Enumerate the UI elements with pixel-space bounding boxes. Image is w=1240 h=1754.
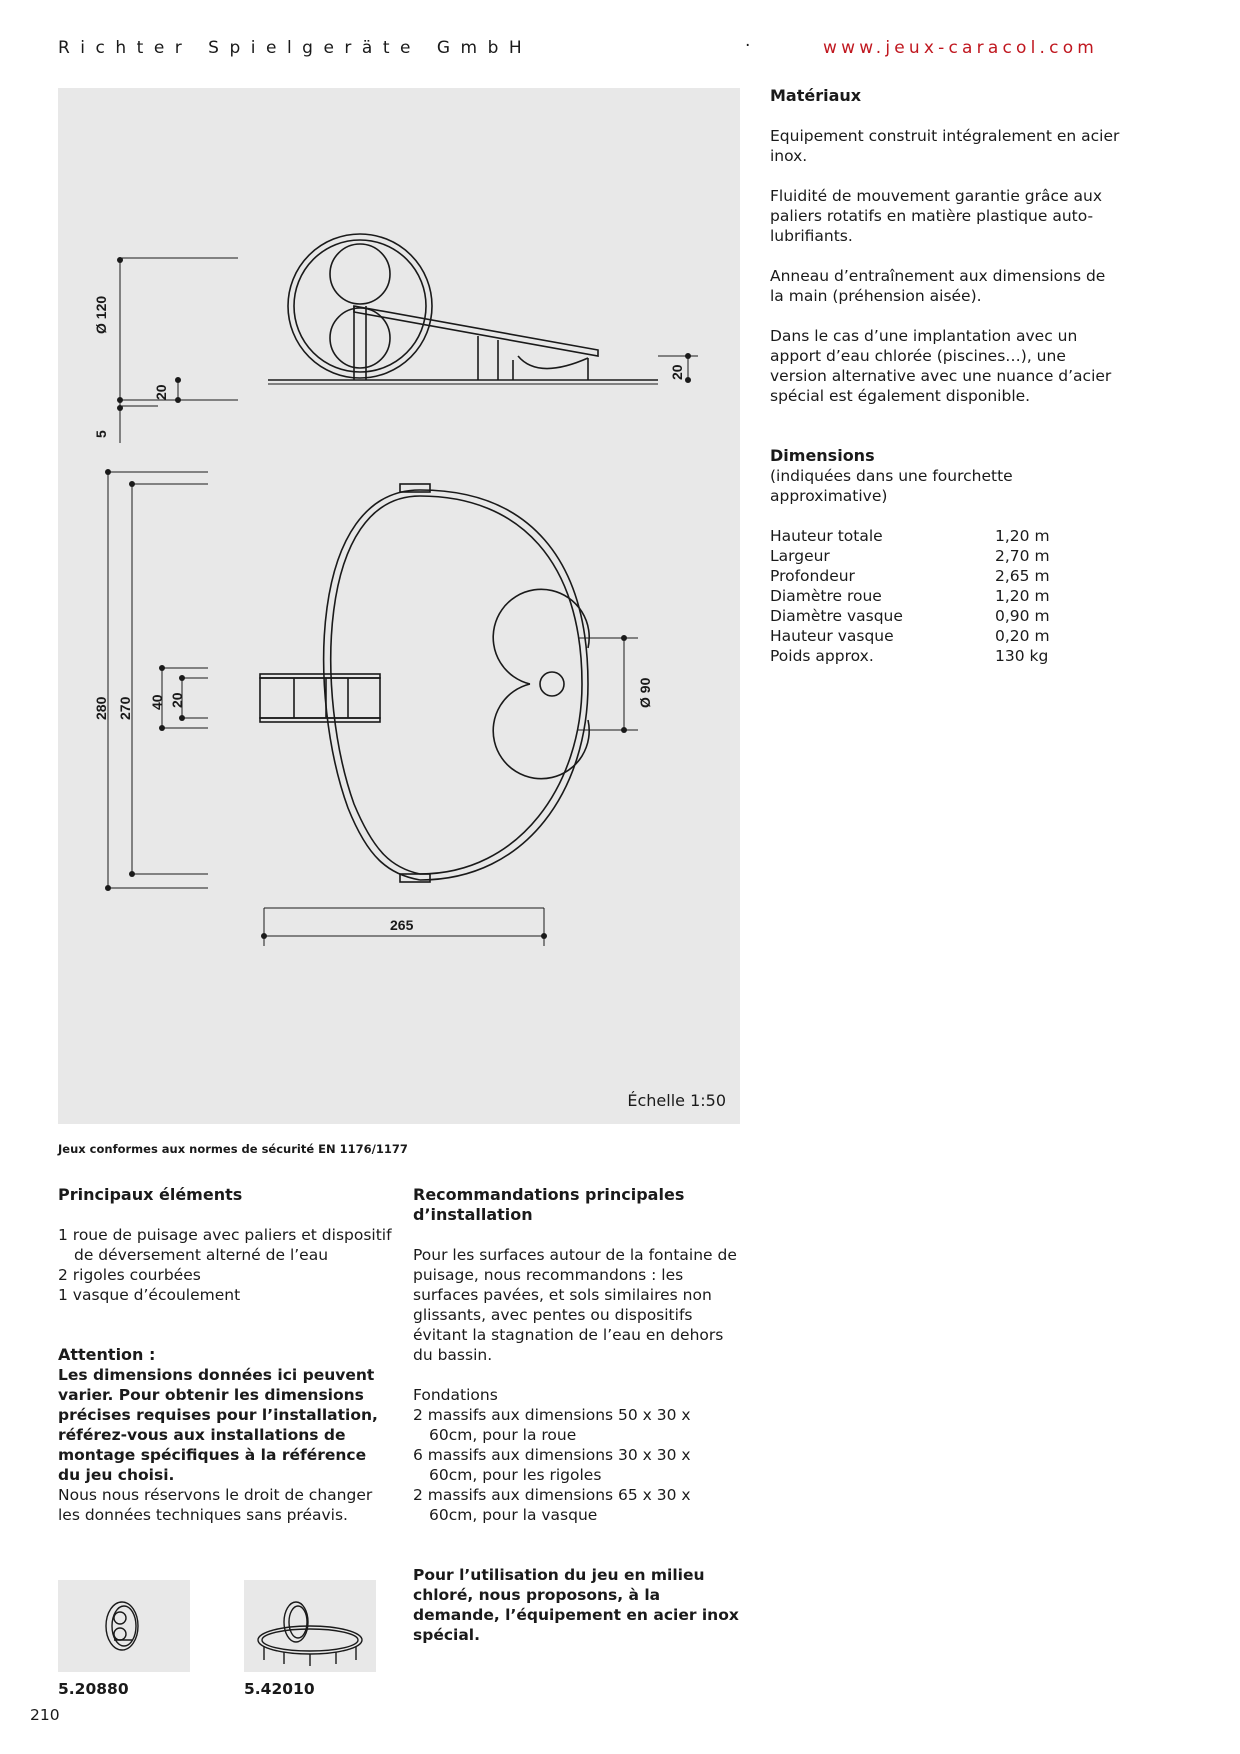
list-item: 2 rigoles courbées: [58, 1266, 201, 1284]
page-number: 210: [30, 1706, 60, 1724]
dim-width-265: 265: [390, 917, 414, 933]
chlorine-note: Pour l’utilisation du jeu en milieu chloré, nous proposons, à la demande, l’équipement en acier inox spécial.: [413, 1566, 739, 1644]
table-row: Diamètre vasque 0,90 m: [770, 607, 1050, 625]
table-row: Largeur 2,70 m: [770, 547, 1050, 565]
dim-width-20: 20: [169, 692, 185, 708]
materials-title: Matériaux: [770, 86, 862, 105]
scale-label: Échelle 1:50: [627, 1091, 726, 1110]
header-separator: ·: [745, 36, 751, 56]
technical-drawing: [58, 88, 740, 1124]
dim-diameter-120: Ø 120: [93, 295, 109, 334]
list-item: 2 massifs aux dimensions 65 x 30 x 60cm, pour la vasque: [413, 1486, 691, 1524]
product-thumbnail-2[interactable]: [244, 1580, 376, 1672]
materials-section: [770, 86, 1120, 666]
list-item: 6 massifs aux dimensions 30 x 30 x 60cm, pour les rigoles: [413, 1446, 691, 1484]
drawing-svg: [58, 88, 740, 1124]
dim-height-5: 5: [93, 430, 109, 438]
dimensions-table: [770, 526, 1050, 666]
product-thumbnail-1[interactable]: [58, 1580, 190, 1672]
dimensions-title: Dimensions: [770, 446, 875, 465]
foundations-title: Fondations: [413, 1386, 498, 1404]
list-item: 1 vasque d’écoulement: [58, 1286, 241, 1304]
materials-p1: Equipement construit intégralement en acier inox.: [770, 127, 1120, 165]
dim-diameter-90: Ø 90: [637, 677, 653, 708]
elements-title: Principaux éléments: [58, 1185, 243, 1204]
water-fountain-icon: [244, 1580, 376, 1672]
dim-length-280: 280: [93, 696, 109, 720]
table-row: Hauteur totale 1,20 m: [770, 527, 1050, 545]
elements-section: [58, 1185, 393, 1525]
company-name: Richter Spielgeräte GmbH: [58, 38, 533, 58]
attention-title: Attention :: [58, 1345, 156, 1364]
list-item: 2 massifs aux dimensions 50 x 30 x 60cm, pour la roue: [413, 1406, 691, 1444]
materials-p3: Anneau d’entraînement aux dimensions de la main (préhension aisée).: [770, 267, 1106, 305]
dimensions-subtitle: (indiquées dans une fourchette approximative): [770, 467, 1013, 505]
list-item: 1 roue de puisage avec paliers et dispositif de déversement alterné de l’eau: [58, 1226, 392, 1264]
table-row: Hauteur vasque 0,20 m: [770, 627, 1050, 645]
materials-p4: Dans le cas d’une implantation avec un apport d’eau chlorée (piscines…), une version alternative avec une nuance d’acier spécial est également disponible.: [770, 327, 1112, 405]
attention-warning: Les dimensions données ici peuvent varier. Pour obtenir les dimensions précises requises pour l’installation, référez-vous aux installations de montage spécifiques à la référence du jeu choisi.: [58, 1366, 378, 1484]
website-url[interactable]: www.jeux-caracol.com: [823, 38, 1099, 58]
materials-p2: Fluidité de mouvement garantie grâce aux paliers rotatifs en matière plastique auto-lubrifiants.: [770, 187, 1102, 245]
recommendations-section: [413, 1185, 743, 1645]
product-code-2[interactable]: 5.42010: [244, 1680, 315, 1698]
compliance-note: Jeux conformes aux normes de sécurité EN 1176/1177: [58, 1142, 408, 1156]
table-row: Profondeur 2,65 m: [770, 567, 1050, 585]
dim-height-20-left: 20: [153, 384, 169, 400]
table-row: Poids approx. 130 kg: [770, 647, 1049, 665]
recommendations-title: Recommandations principales d’installation: [413, 1185, 685, 1224]
water-wheel-icon: [58, 1580, 190, 1672]
attention-note: Nous nous réservons le droit de changer les données techniques sans préavis.: [58, 1486, 373, 1524]
dim-height-20-right: 20: [669, 364, 685, 380]
dim-length-270: 270: [117, 696, 133, 720]
recommendations-p1: Pour les surfaces autour de la fontaine de puisage, nous recommandons : les surfaces pavées, et sols similaires non glissants, avec pentes ou dispositifs évitant la stagnation de l’eau en dehors du bassin.: [413, 1246, 737, 1364]
dim-width-40: 40: [149, 694, 165, 710]
product-code-1[interactable]: 5.20880: [58, 1680, 129, 1698]
table-row: Diamètre roue 1,20 m: [770, 587, 1050, 605]
